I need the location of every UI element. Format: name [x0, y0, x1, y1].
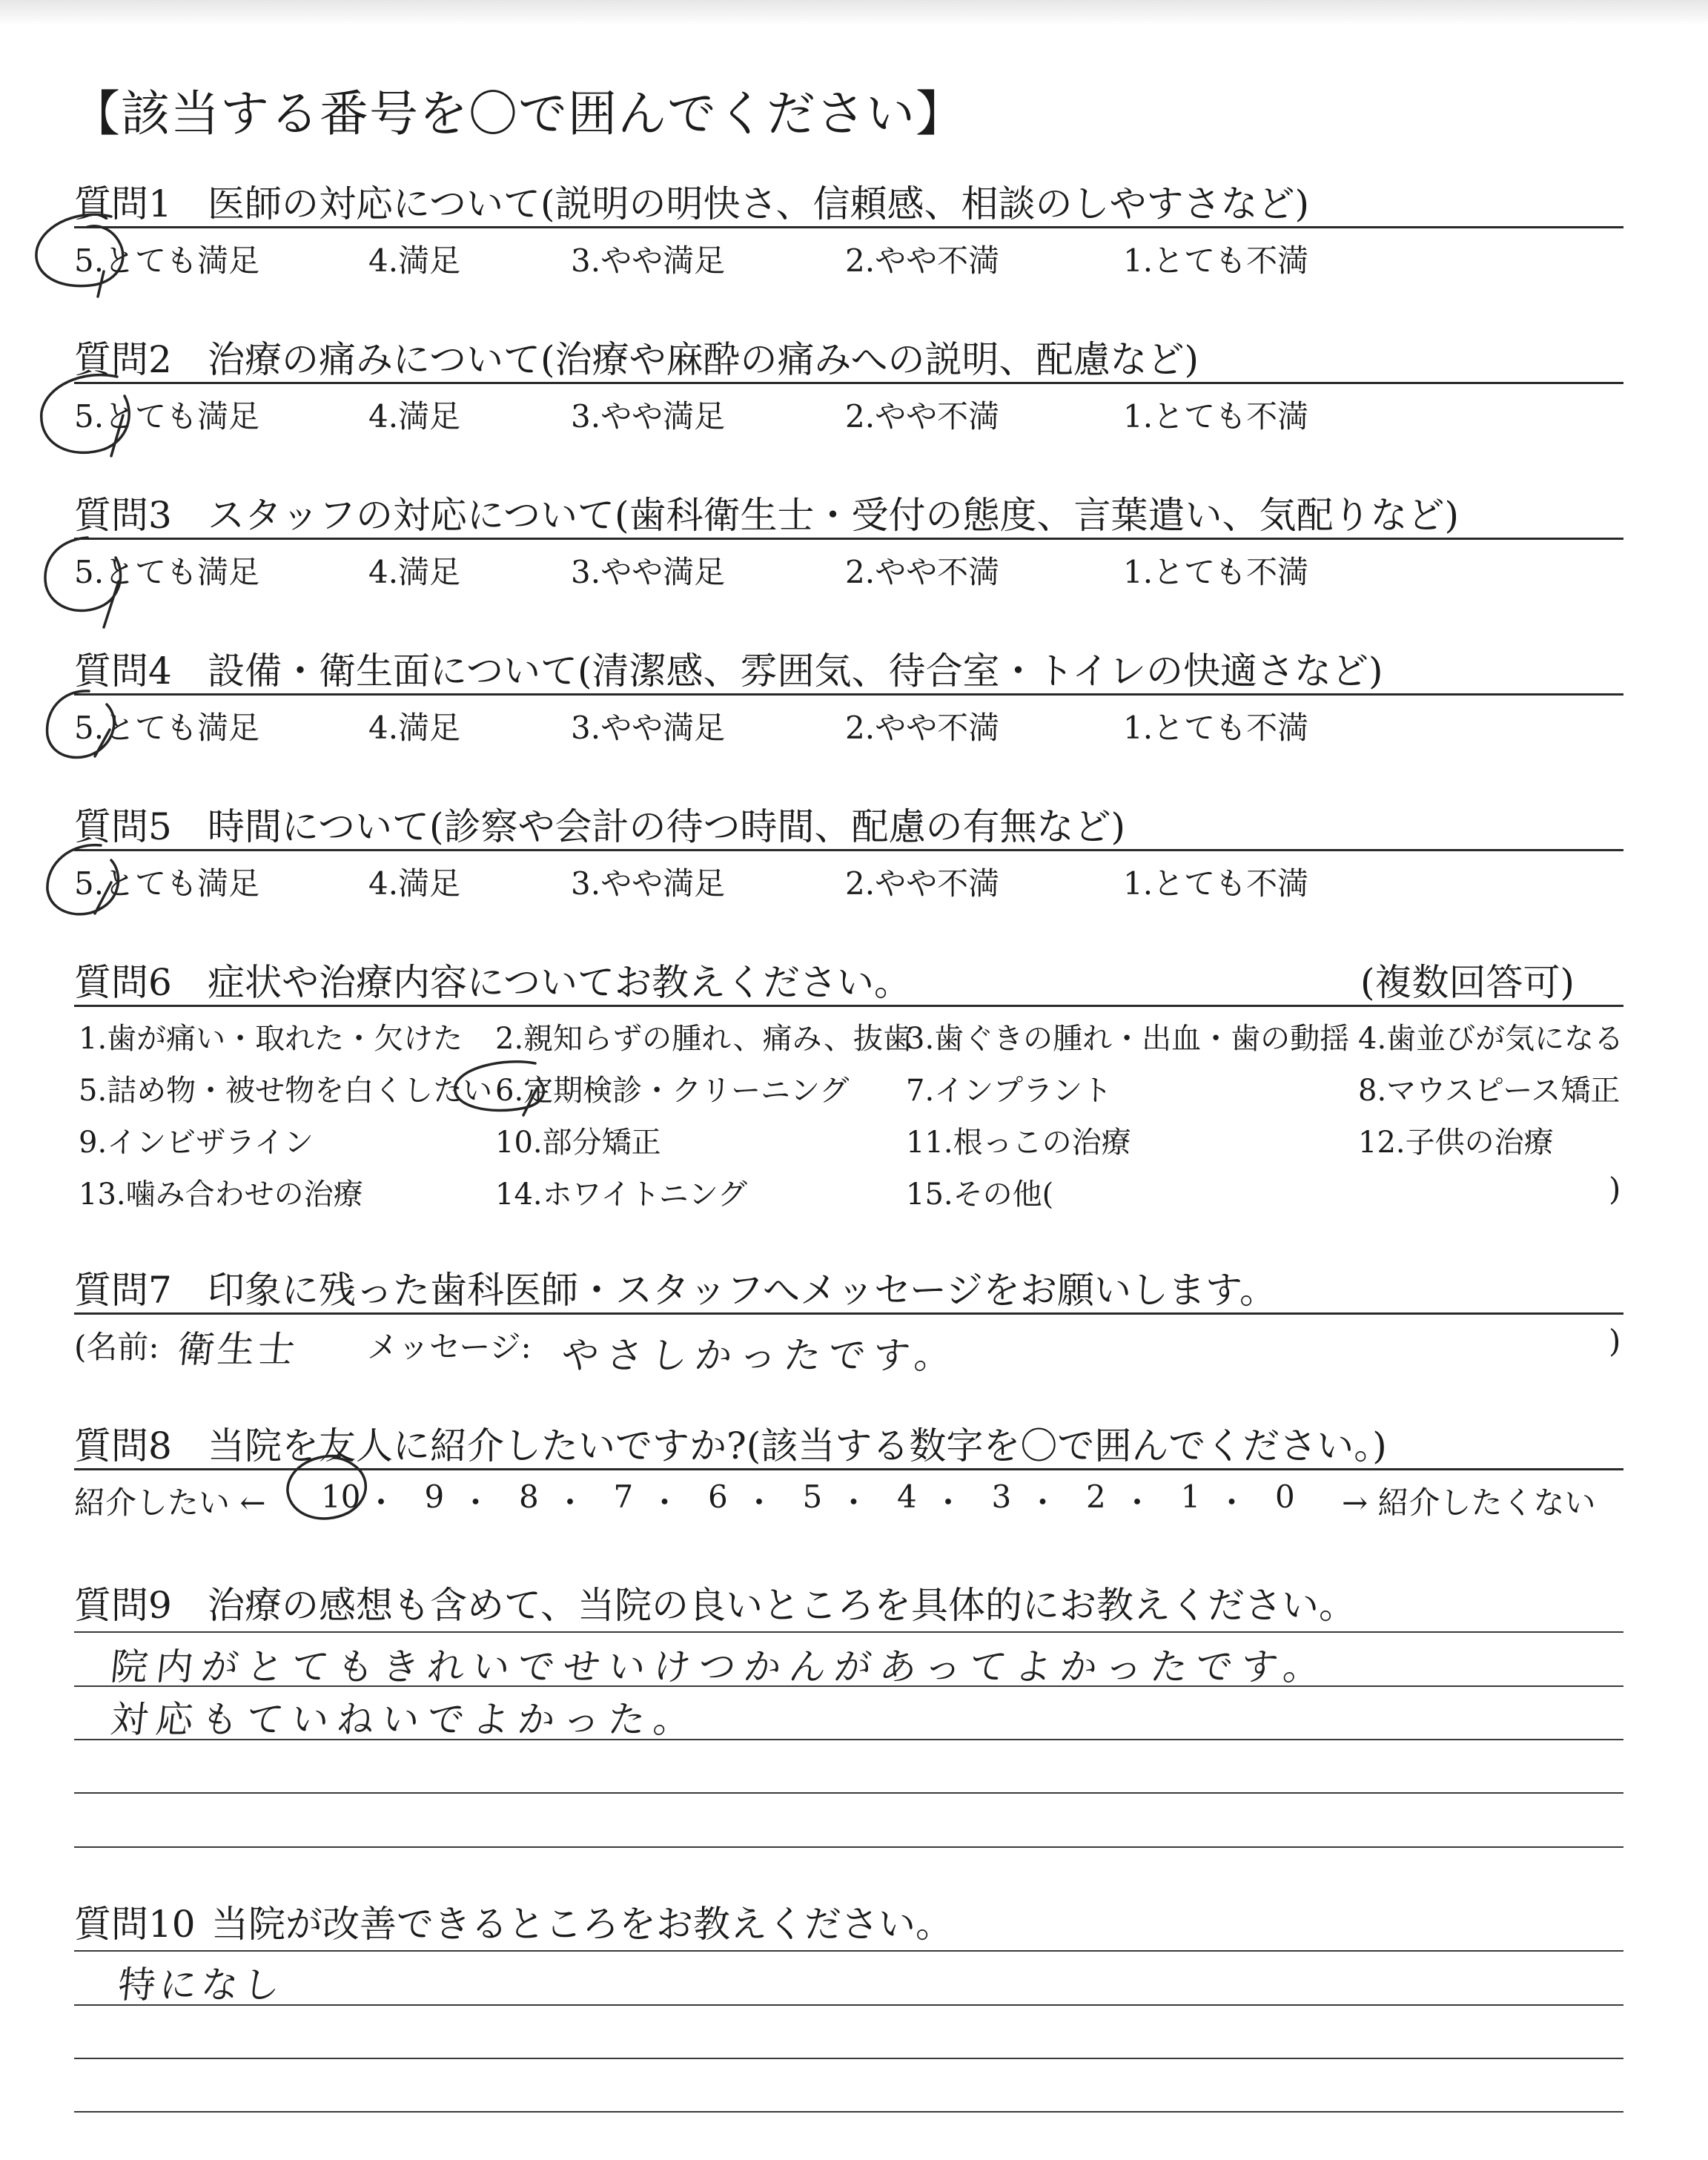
recommend-right-label: → 紹介したくない	[1342, 1484, 1596, 1521]
question-text: 治療の痛みについて(治療や麻酔の痛みへの説明、配慮など)	[208, 338, 1199, 381]
scale-separator: ・	[933, 1484, 964, 1521]
scale-value-0[interactable]: 0	[1275, 1479, 1295, 1515]
question-text: 当院を友人に紹介したいですか?(該当する数字を〇で囲んでください。)	[208, 1424, 1387, 1467]
name-handwritten[interactable]: 衛生士	[175, 1328, 300, 1371]
scale-value-3[interactable]: 3	[991, 1479, 1012, 1515]
scale-separator: ・	[1027, 1484, 1059, 1521]
q6-option-1[interactable]: 1.歯が痛い・取れた・欠けた	[79, 1022, 463, 1056]
scale-separator: ・	[838, 1484, 870, 1521]
option-1[interactable]: 1.とても不満	[1123, 865, 1309, 902]
question-text: 当院が改善できるところをお教えください。	[211, 1903, 953, 1946]
scale-value-5[interactable]: 5	[802, 1479, 823, 1515]
scale-value-9[interactable]: 9	[424, 1479, 445, 1515]
question-number: 質問4	[74, 650, 172, 693]
message-label: メッセージ:	[367, 1329, 532, 1365]
scale-value-8[interactable]: 8	[519, 1479, 539, 1515]
q6-option-5[interactable]: 5.詰め物・被せ物を白くしたい	[79, 1074, 493, 1108]
scale-separator: ・	[649, 1484, 681, 1521]
q9-answer-line-1[interactable]: 院内がとてもきれいでせいけつかんがあってよかったです。	[108, 1645, 1331, 1688]
question-number: 質問8	[74, 1424, 172, 1467]
question-number: 質問2	[74, 338, 172, 381]
option-3[interactable]: 3.やや満足	[571, 554, 726, 590]
scan-top-edge	[0, 0, 1708, 25]
option-4[interactable]: 4.満足	[368, 242, 461, 279]
q6-option-4[interactable]: 4.歯並びが気になる	[1358, 1022, 1624, 1056]
q6-option-15[interactable]: 15.その他(	[906, 1178, 1054, 1212]
scale-value-7[interactable]: 7	[613, 1479, 634, 1515]
question-number: 質問5	[74, 805, 172, 848]
q6-other-close: )	[1609, 1171, 1621, 1207]
question-text: 印象に残った歯科医師・スタッフへメッセージをお願いします。	[208, 1269, 1277, 1312]
option-2[interactable]: 2.やや不満	[845, 554, 1000, 590]
q6-option-10[interactable]: 10.部分矯正	[495, 1126, 661, 1160]
option-2[interactable]: 2.やや不満	[845, 242, 1000, 279]
question-number: 質問10	[74, 1903, 196, 1946]
scale-value-2[interactable]: 2	[1086, 1479, 1106, 1515]
option-5[interactable]: 5.とても満足	[74, 865, 260, 902]
scale-separator: ・	[365, 1484, 397, 1521]
option-2[interactable]: 2.やや不満	[845, 865, 1000, 902]
message-close: )	[1609, 1323, 1621, 1359]
question-number: 質問1	[74, 182, 172, 225]
q6-option-14[interactable]: 14.ホワイトニング	[495, 1178, 748, 1212]
scale-separator: ・	[744, 1484, 775, 1521]
option-2[interactable]: 2.やや不満	[845, 398, 1000, 435]
q6-option-3[interactable]: 3.歯ぐきの腫れ・出血・歯の動揺	[906, 1022, 1350, 1056]
question-text: 時間について(診察や会計の待つ時間、配慮の有無など)	[208, 805, 1126, 848]
option-5[interactable]: 5.とても満足	[74, 710, 260, 746]
recommend-left-label: 紹介したい ←	[74, 1484, 266, 1521]
scale-separator: ・	[555, 1484, 586, 1521]
question-number: 質問6	[74, 961, 172, 1004]
q9-answer-line-2[interactable]: 対応もていねいでよかった。	[108, 1698, 701, 1741]
scale-value-1[interactable]: 1	[1180, 1479, 1201, 1515]
name-label: (名前:	[74, 1329, 159, 1365]
multiple-answer-note: (複数回答可)	[1360, 961, 1575, 1004]
scale-separator: ・	[1122, 1484, 1153, 1521]
question-text: 医師の対応について(説明の明快さ、信頼感、相談のしやすさなど)	[208, 182, 1310, 225]
q6-option-11[interactable]: 11.根っこの治療	[906, 1126, 1131, 1160]
option-1[interactable]: 1.とても不満	[1123, 554, 1309, 590]
question-number: 質問3	[74, 494, 172, 537]
option-3[interactable]: 3.やや満足	[571, 865, 726, 902]
scale-value-4[interactable]: 4	[897, 1479, 917, 1515]
q6-option-9[interactable]: 9.インビザライン	[79, 1126, 314, 1160]
scale-value-6[interactable]: 6	[708, 1479, 728, 1515]
option-4[interactable]: 4.満足	[368, 554, 461, 590]
question-text: 治療の感想も含めて、当院の良いところを具体的にお教えください。	[208, 1584, 1356, 1627]
option-3[interactable]: 3.やや満足	[571, 242, 726, 279]
option-4[interactable]: 4.満足	[368, 865, 461, 902]
scale-separator: ・	[1216, 1484, 1248, 1521]
page-title: 【該当する番号を〇で囲んでください】	[71, 85, 965, 142]
option-4[interactable]: 4.満足	[368, 398, 461, 435]
option-1[interactable]: 1.とても不満	[1123, 398, 1309, 435]
option-5[interactable]: 5.とても満足	[74, 398, 260, 435]
option-3[interactable]: 3.やや満足	[571, 710, 726, 746]
scale-value-10[interactable]: 10	[321, 1479, 361, 1515]
question-text: 設備・衛生面について(清潔感、雰囲気、待合室・トイレの快適さなど)	[208, 650, 1383, 693]
question-number: 質問9	[74, 1584, 172, 1627]
q6-option-12[interactable]: 12.子供の治療	[1358, 1126, 1554, 1160]
option-5[interactable]: 5.とても満足	[74, 242, 260, 279]
q10-answer-line-1[interactable]: 特になし	[116, 1964, 287, 2007]
option-4[interactable]: 4.満足	[368, 710, 461, 746]
scale-separator: ・	[460, 1484, 491, 1521]
option-5[interactable]: 5.とても満足	[74, 554, 260, 590]
q6-option-6[interactable]: 6.定期検診・クリーニング	[495, 1074, 850, 1108]
q6-option-8[interactable]: 8.マウスピース矯正	[1358, 1074, 1621, 1108]
option-3[interactable]: 3.やや満足	[571, 398, 726, 435]
question-text: スタッフの対応について(歯科衛生士・受付の態度、言葉遣い、気配りなど)	[208, 494, 1460, 537]
question-number: 質問7	[74, 1269, 172, 1312]
question-text: 症状や治療内容についてお教えください。	[208, 961, 911, 1004]
option-2[interactable]: 2.やや不満	[845, 710, 1000, 746]
option-1[interactable]: 1.とても不満	[1123, 242, 1309, 279]
option-1[interactable]: 1.とても不満	[1123, 710, 1309, 746]
message-handwritten[interactable]: やさしかったです。	[559, 1334, 961, 1377]
q6-option-2[interactable]: 2.親知らずの腫れ、痛み、抜歯	[495, 1022, 913, 1056]
q6-option-7[interactable]: 7.インプラント	[906, 1074, 1113, 1108]
q6-option-13[interactable]: 13.噛み合わせの治療	[79, 1178, 363, 1212]
